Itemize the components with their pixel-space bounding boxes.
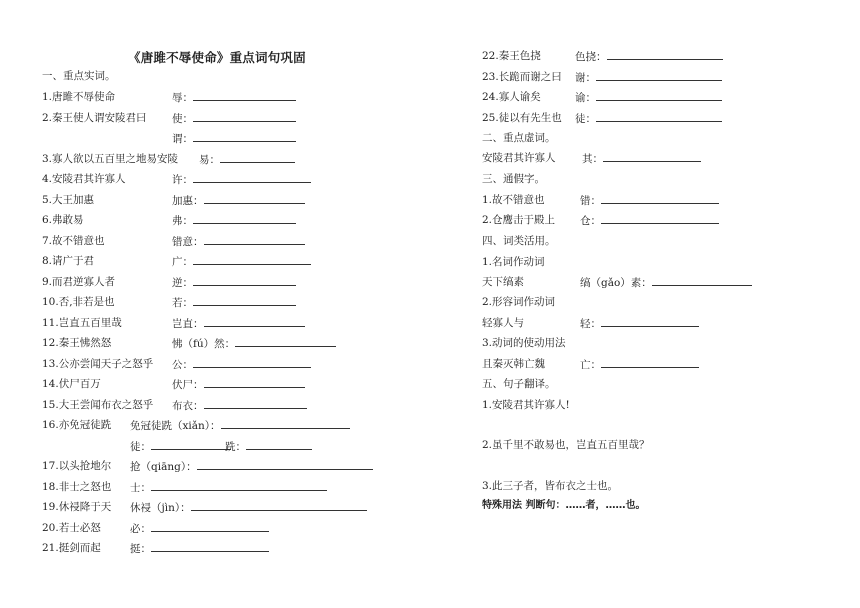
answer-blank[interactable] xyxy=(193,131,296,142)
answer-field[interactable] xyxy=(130,418,350,433)
answer-label: 弗： xyxy=(172,215,193,227)
section-heading: 二、重点虚词。 xyxy=(482,132,556,144)
answer-label: 色挠： xyxy=(575,51,607,63)
answer-label: 谕： xyxy=(575,92,596,104)
question-text: 安陵君其许寡人 xyxy=(482,152,556,164)
answer-blank[interactable] xyxy=(193,275,296,286)
answer-label: 谓： xyxy=(172,133,193,145)
question-text: 24.寡人谕矣 xyxy=(482,91,541,103)
answer-blank[interactable] xyxy=(607,49,723,60)
special-usage-note: 特殊用法 判断句：……者，……也。 xyxy=(482,500,646,511)
answer-blank[interactable] xyxy=(151,480,327,491)
answer-blank[interactable] xyxy=(204,398,307,409)
question-text: 21.挺剑而起 xyxy=(42,542,101,554)
answer-field[interactable] xyxy=(172,254,311,269)
worksheet-title: 《唐雎不辱使命》重点词句巩固 xyxy=(128,50,306,65)
answer-field[interactable] xyxy=(172,131,296,146)
answer-blank[interactable] xyxy=(204,316,305,327)
answer-blank[interactable] xyxy=(220,152,295,163)
subsection-heading: 3.动词的使动用法 xyxy=(482,337,566,349)
answer-field[interactable] xyxy=(575,90,722,105)
answer-label: 公： xyxy=(172,359,193,371)
answer-field[interactable] xyxy=(130,541,269,556)
section-heading: 一、重点实词。 xyxy=(42,70,116,82)
answer-field[interactable] xyxy=(130,521,269,536)
answer-field[interactable] xyxy=(172,90,296,105)
answer-label: 休祲（jìn）： xyxy=(130,502,191,514)
answer-blank[interactable] xyxy=(603,151,701,162)
answer-field[interactable] xyxy=(172,336,336,351)
question-text: 天下缟素 xyxy=(482,276,524,288)
question-text: 25.徒以有先生也 xyxy=(482,112,562,124)
answer-field[interactable] xyxy=(130,500,367,515)
question-text: 1.唐雎不辱使命 xyxy=(42,91,116,103)
answer-blank[interactable] xyxy=(652,275,752,286)
answer-label: 错意： xyxy=(172,236,204,248)
answer-blank[interactable] xyxy=(221,418,350,429)
answer-field[interactable] xyxy=(575,70,722,85)
section-heading: 五、句子翻译。 xyxy=(482,378,556,390)
answer-label: 使： xyxy=(172,113,193,125)
answer-blank[interactable] xyxy=(235,336,336,347)
question-text: 7.故不错意也 xyxy=(42,235,105,247)
answer-field[interactable] xyxy=(172,316,305,331)
answer-blank[interactable] xyxy=(246,439,312,450)
answer-field[interactable] xyxy=(172,172,311,187)
translation-item: 2.虽千里不敢易也，岂直五百里哉？ xyxy=(482,439,650,451)
answer-blank[interactable] xyxy=(193,111,296,122)
translation-item: 1.安陵君其许寡人! xyxy=(482,399,570,411)
answer-blank[interactable] xyxy=(191,500,367,511)
answer-field[interactable] xyxy=(199,152,295,167)
answer-label: 岂直： xyxy=(172,318,204,330)
answer-field[interactable] xyxy=(580,213,719,228)
answer-label: 若： xyxy=(172,297,193,309)
question-text: 16.亦免冠徒跣 xyxy=(42,419,112,431)
answer-blank[interactable] xyxy=(601,316,699,327)
answer-field[interactable] xyxy=(172,398,307,413)
question-text: 轻寡人与 xyxy=(482,317,524,329)
answer-field[interactable] xyxy=(130,480,327,495)
question-text: 且秦灭韩亡魏 xyxy=(482,358,545,370)
answer-field[interactable] xyxy=(172,213,296,228)
answer-field[interactable] xyxy=(172,357,311,372)
answer-label: 轻： xyxy=(580,318,601,330)
question-text: 15.大王尝闻布衣之怒乎 xyxy=(42,399,154,411)
answer-field[interactable] xyxy=(172,275,296,290)
question-text: 17.以头抢地尔 xyxy=(42,460,112,472)
subsection-heading: 2.形容词作动词 xyxy=(482,296,556,308)
answer-field[interactable] xyxy=(130,459,373,474)
answer-label: 易： xyxy=(199,154,220,166)
answer-blank[interactable] xyxy=(601,357,699,368)
answer-field[interactable] xyxy=(172,295,296,310)
answer-field[interactable] xyxy=(172,377,305,392)
answer-field[interactable] xyxy=(172,111,296,126)
question-text: 3.寡人欲以五百里之地易安陵 xyxy=(42,153,179,165)
question-text: 5.大王加惠 xyxy=(42,194,95,206)
answer-label: 士： xyxy=(130,482,151,494)
answer-blank[interactable] xyxy=(193,213,296,224)
answer-blank[interactable] xyxy=(151,439,231,450)
question-text: 19.休祲降于天 xyxy=(42,501,112,513)
answer-label: 免冠徒跣（xiǎn）： xyxy=(130,420,221,432)
question-text: 14.伏尸百万 xyxy=(42,378,101,390)
answer-blank[interactable] xyxy=(596,70,722,81)
answer-field[interactable] xyxy=(575,49,723,64)
question-text: 6.弗敢易 xyxy=(42,214,84,226)
question-text: 9.而君逆寡人者 xyxy=(42,276,116,288)
question-text: 2.秦王使人谓安陵君曰 xyxy=(42,112,147,124)
answer-field[interactable] xyxy=(582,151,701,166)
answer-field[interactable] xyxy=(580,275,752,290)
section-heading: 三、通假字。 xyxy=(482,173,545,185)
translation-item: 3.此三子者，皆布衣之士也。 xyxy=(482,480,619,492)
answer-field[interactable] xyxy=(172,234,305,249)
answer-label: 缟（gǎo）素： xyxy=(580,277,652,289)
answer-field[interactable] xyxy=(580,357,699,372)
answer-blank[interactable] xyxy=(197,459,373,470)
answer-label: 加惠： xyxy=(172,195,204,207)
question-text: 4.安陵君其许寡人 xyxy=(42,173,126,185)
answer-label: 错： xyxy=(580,195,601,207)
answer-label: 必： xyxy=(130,523,151,535)
answer-blank[interactable] xyxy=(193,357,311,368)
question-text: 22.秦王色挠 xyxy=(482,50,541,62)
section-heading: 四、词类活用。 xyxy=(482,235,556,247)
question-text: 13.公亦尝闻天子之怒乎 xyxy=(42,358,154,370)
answer-label: 广： xyxy=(172,256,193,268)
question-text: 11.岂直五百里哉 xyxy=(42,317,122,329)
question-text: 10.否,非若是也 xyxy=(42,296,115,308)
answer-blank[interactable] xyxy=(204,234,305,245)
answer-blank[interactable] xyxy=(596,111,722,122)
answer-field[interactable] xyxy=(172,193,305,208)
question-text: 1.故不错意也 xyxy=(482,194,545,206)
question-text: 8.请广于君 xyxy=(42,255,95,267)
question-text: 23.长跪而谢之曰 xyxy=(482,71,562,83)
question-text: 18.非士之怒也 xyxy=(42,481,112,493)
answer-blank[interactable] xyxy=(596,90,722,101)
question-text: 12.秦王怫然怒 xyxy=(42,337,112,349)
answer-blank[interactable] xyxy=(193,295,296,306)
answer-label: 其： xyxy=(582,153,603,165)
question-text: 2.仓鹰击于殿上 xyxy=(482,214,556,226)
answer-label: 许： xyxy=(172,174,193,186)
answer-label: 伏尸： xyxy=(172,379,204,391)
answer-blank[interactable] xyxy=(601,193,719,204)
answer-label: 辱： xyxy=(172,92,193,104)
answer-blank[interactable] xyxy=(193,172,311,183)
answer-blank[interactable] xyxy=(193,90,296,101)
answer-label: 徒： xyxy=(575,113,596,125)
answer-label: 逆： xyxy=(172,277,193,289)
answer-label: 挺： xyxy=(130,543,151,555)
answer-label: 布衣： xyxy=(172,400,204,412)
answer-field[interactable] xyxy=(575,111,722,126)
answer-field[interactable] xyxy=(225,439,312,454)
answer-field[interactable] xyxy=(580,193,719,208)
answer-label: 怫（fú）然： xyxy=(172,338,236,350)
answer-blank[interactable] xyxy=(151,521,269,532)
answer-label: 亡： xyxy=(580,359,601,371)
answer-blank[interactable] xyxy=(151,541,269,552)
answer-blank[interactable] xyxy=(601,213,719,224)
answer-blank[interactable] xyxy=(193,254,311,265)
answer-blank[interactable] xyxy=(204,377,305,388)
answer-label: 抢（qiāng）： xyxy=(130,461,197,473)
answer-label: 徒： xyxy=(130,441,151,453)
answer-field[interactable] xyxy=(580,316,699,331)
answer-blank[interactable] xyxy=(204,193,305,204)
answer-label: 仓： xyxy=(580,215,601,227)
answer-field[interactable] xyxy=(130,439,231,454)
answer-label: 跣： xyxy=(225,441,246,453)
subsection-heading: 1.名词作动词 xyxy=(482,256,545,268)
question-text: 20.若士必怒 xyxy=(42,522,101,534)
answer-label: 谢： xyxy=(575,72,596,84)
